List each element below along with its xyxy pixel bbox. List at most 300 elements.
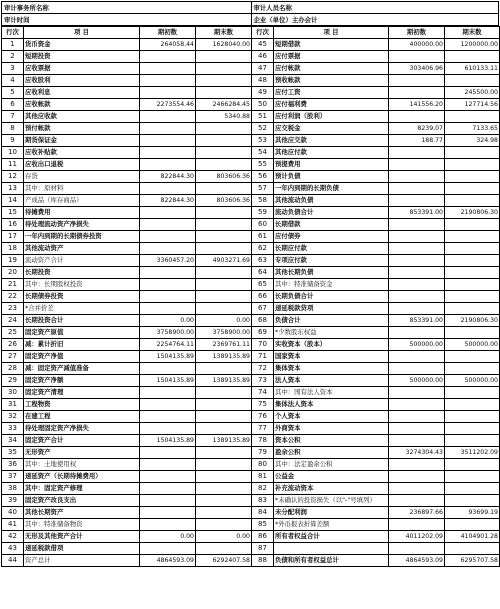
item-name: 长期应付款	[274, 243, 389, 255]
begin-value	[389, 495, 445, 507]
line-number: 73	[252, 375, 274, 387]
item-name: 无形资产	[24, 447, 140, 459]
line-number: 32	[2, 411, 24, 423]
begin-value: 1504135.89	[140, 375, 196, 387]
item-name: 集体资本	[274, 363, 389, 375]
table-row	[2, 123, 500, 135]
line-number: 25	[2, 327, 24, 339]
item-name: 待处理流动资产净损失	[24, 219, 140, 231]
item-name: 其他流动资产	[24, 243, 140, 255]
end-value: 1389135.89	[196, 375, 252, 387]
end-value	[445, 387, 500, 399]
end-value: 500000.00	[445, 375, 500, 387]
line-number: 2	[2, 51, 24, 63]
item-name: 待处理固定资产净损失	[24, 423, 140, 435]
line-number: 76	[252, 411, 274, 423]
line-number: 35	[2, 447, 24, 459]
end-value: 4104901.28	[445, 531, 500, 543]
begin-value	[389, 483, 445, 495]
end-value	[445, 183, 500, 195]
line-number: 85	[252, 519, 274, 531]
end-value	[196, 159, 252, 171]
begin-value	[140, 231, 196, 243]
table-row	[2, 291, 500, 303]
item-name: 固定资产原值	[24, 327, 140, 339]
line-number: 44	[2, 555, 24, 567]
end-value	[196, 459, 252, 471]
item-name: 长期借款	[274, 219, 389, 231]
end-value	[196, 471, 252, 483]
line-number: 24	[2, 315, 24, 327]
line-number: 13	[2, 183, 24, 195]
table-row	[2, 399, 500, 411]
line-number: 40	[2, 507, 24, 519]
table-row	[2, 315, 500, 327]
line-number: 66	[252, 291, 274, 303]
begin-value	[389, 219, 445, 231]
end-value	[445, 327, 500, 339]
item-name: 法人资本	[274, 375, 389, 387]
item-name: 长期负债合计	[274, 291, 389, 303]
end-value: 7133.65	[445, 123, 500, 135]
begin-value: 3274304.43	[389, 447, 445, 459]
table-row	[2, 279, 500, 291]
col-line-no-left: 行次	[2, 27, 24, 39]
item-name: 流动资产合计	[24, 255, 140, 267]
begin-value	[140, 507, 196, 519]
line-number: 58	[252, 195, 274, 207]
item-name: 应付工资	[274, 87, 389, 99]
table-row	[2, 435, 500, 447]
end-value: 610133.11	[445, 63, 500, 75]
item-name: 递延资产（长期待摊费用）	[24, 471, 140, 483]
begin-value	[389, 327, 445, 339]
end-value: 0.00	[196, 315, 252, 327]
item-name: 应付帐款	[274, 63, 389, 75]
col-end-right: 期末数	[445, 27, 500, 39]
begin-value	[389, 351, 445, 363]
item-name: 短期投资	[24, 51, 140, 63]
begin-value	[389, 291, 445, 303]
end-value: 324.98	[445, 135, 500, 147]
table-row	[2, 219, 500, 231]
end-value	[196, 51, 252, 63]
end-value	[196, 207, 252, 219]
end-value	[196, 279, 252, 291]
line-number: 41	[2, 519, 24, 531]
begin-value: 264058.44	[140, 39, 196, 51]
line-number: 36	[2, 459, 24, 471]
table-row	[2, 135, 500, 147]
begin-value	[389, 183, 445, 195]
end-value	[445, 495, 500, 507]
item-name: 其中：国有法人资本	[274, 387, 389, 399]
line-number: 23	[2, 303, 24, 315]
begin-value	[140, 471, 196, 483]
item-name: 长期投资合计	[24, 315, 140, 327]
line-number: 46	[252, 51, 274, 63]
end-value: 500000.00	[445, 339, 500, 351]
begin-value	[140, 51, 196, 63]
begin-value	[389, 195, 445, 207]
item-name: 一年内到期的长期负债	[274, 183, 389, 195]
line-number: 83	[252, 495, 274, 507]
item-name: 公益金	[274, 471, 389, 483]
end-value	[445, 483, 500, 495]
item-name: 预付帐款	[24, 123, 140, 135]
item-name: 其中：特准储备物资	[24, 519, 140, 531]
item-name: 其他长期资产	[24, 507, 140, 519]
item-name: 一年内到期的长期债券投资	[24, 231, 140, 243]
line-number: 49	[252, 87, 274, 99]
end-value	[196, 147, 252, 159]
table-row	[2, 87, 500, 99]
line-number: 28	[2, 363, 24, 375]
line-number: 57	[252, 183, 274, 195]
line-number: 20	[2, 267, 24, 279]
end-value: 93699.19	[445, 507, 500, 519]
line-number: 78	[252, 435, 274, 447]
header-row-1	[1, 1, 499, 14]
end-value	[196, 219, 252, 231]
begin-value: 400000.00	[389, 39, 445, 51]
item-name: 应收补贴款	[24, 147, 140, 159]
line-number: 11	[2, 159, 24, 171]
balance-table	[1, 26, 500, 567]
begin-value	[389, 231, 445, 243]
begin-value	[389, 51, 445, 63]
item-name: 其中：特准储备资金	[274, 279, 389, 291]
end-value	[445, 267, 500, 279]
begin-value	[140, 543, 196, 555]
table-row	[2, 555, 500, 567]
begin-value: 236897.66	[389, 507, 445, 519]
item-name: 应收利息	[24, 87, 140, 99]
item-name: 应付福利费	[274, 99, 389, 111]
item-name: 所有者权益合计	[274, 531, 389, 543]
table-row	[2, 375, 500, 387]
item-name: 应付债券	[274, 231, 389, 243]
line-number: 61	[252, 231, 274, 243]
line-number: 53	[252, 135, 274, 147]
table-row	[2, 483, 500, 495]
item-name: 资本公积	[274, 435, 389, 447]
end-value	[196, 63, 252, 75]
begin-value	[140, 303, 196, 315]
end-value	[196, 447, 252, 459]
item-name: 应交税金	[274, 123, 389, 135]
begin-value	[389, 243, 445, 255]
begin-value	[140, 111, 196, 123]
begin-value	[389, 435, 445, 447]
end-value: 1200000.00	[445, 39, 500, 51]
end-value: 127714.56	[445, 99, 500, 111]
end-value	[445, 291, 500, 303]
begin-value	[389, 519, 445, 531]
item-name: *外币报表折算差额	[274, 519, 389, 531]
begin-value	[140, 75, 196, 87]
item-name: 盈余公积	[274, 447, 389, 459]
end-value: 2190806.30	[445, 315, 500, 327]
end-value: 245500.00	[445, 87, 500, 99]
item-name: 期货保证金	[24, 135, 140, 147]
begin-value: 188.77	[389, 135, 445, 147]
item-name: 专项应付款	[274, 255, 389, 267]
line-number: 34	[2, 435, 24, 447]
end-value	[445, 111, 500, 123]
end-value: 1389135.89	[196, 351, 252, 363]
col-line-no-right: 行次	[252, 27, 274, 39]
end-value	[196, 483, 252, 495]
end-value	[445, 75, 500, 87]
begin-value	[140, 399, 196, 411]
end-value	[196, 183, 252, 195]
line-number: 63	[252, 255, 274, 267]
item-name: 流动负债合计	[274, 207, 389, 219]
item-name: 长期债券投资	[24, 291, 140, 303]
end-value	[445, 435, 500, 447]
line-number: 75	[252, 399, 274, 411]
line-number: 51	[252, 111, 274, 123]
line-number: 42	[2, 531, 24, 543]
item-name: 其中：固定资产修理	[24, 483, 140, 495]
begin-value: 0.00	[140, 531, 196, 543]
begin-value	[389, 543, 445, 555]
table-row	[2, 519, 500, 531]
item-name: 预收帐款	[274, 75, 389, 87]
begin-value	[140, 147, 196, 159]
line-number: 16	[2, 219, 24, 231]
line-number: 12	[2, 171, 24, 183]
line-number: 52	[252, 123, 274, 135]
end-value	[445, 243, 500, 255]
end-value	[196, 135, 252, 147]
line-number: 33	[2, 423, 24, 435]
begin-value	[140, 183, 196, 195]
begin-value: 822844.30	[140, 171, 196, 183]
line-number: 29	[2, 375, 24, 387]
table-row	[2, 75, 500, 87]
end-value	[445, 411, 500, 423]
table-row	[2, 363, 500, 375]
end-value: 2369761.11	[196, 339, 252, 351]
begin-value	[140, 411, 196, 423]
item-name: 固定资产合计	[24, 435, 140, 447]
item-name: 待摊费用	[24, 207, 140, 219]
table-row	[2, 507, 500, 519]
begin-value	[389, 423, 445, 435]
item-name: 固定资产改良支出	[24, 495, 140, 507]
item-name: 应付利润（股利）	[274, 111, 389, 123]
line-number: 50	[252, 99, 274, 111]
line-number: 26	[2, 339, 24, 351]
begin-value	[140, 63, 196, 75]
item-name: 减：固定资产减值准备	[24, 363, 140, 375]
line-number: 69	[252, 327, 274, 339]
table-row	[2, 495, 500, 507]
item-name: 其他流动负债	[274, 195, 389, 207]
item-name: 其他长期负债	[274, 267, 389, 279]
line-number: 27	[2, 351, 24, 363]
item-name: 无形及其他资产合计	[24, 531, 140, 543]
end-value	[196, 411, 252, 423]
begin-value	[140, 483, 196, 495]
line-number: 19	[2, 255, 24, 267]
begin-value	[140, 159, 196, 171]
item-name: 其中：原材料	[24, 183, 140, 195]
entity-supervisor-label: 企业（单位）主办会计	[252, 14, 500, 26]
table-row	[2, 207, 500, 219]
column-header-row	[2, 27, 500, 39]
begin-value	[140, 207, 196, 219]
line-number: 62	[252, 243, 274, 255]
col-end-left: 期末数	[196, 27, 252, 39]
end-value	[445, 543, 500, 555]
item-name: 产成品（库存商品）	[24, 195, 140, 207]
balance-sheet	[1, 1, 499, 608]
table-row	[2, 171, 500, 183]
line-number: 64	[252, 267, 274, 279]
item-name: 在建工程	[24, 411, 140, 423]
end-value	[445, 255, 500, 267]
col-begin-right: 期初数	[389, 27, 445, 39]
item-name: 其中：土地使用权	[24, 459, 140, 471]
line-number: 43	[2, 543, 24, 555]
end-value	[196, 423, 252, 435]
line-number: 48	[252, 75, 274, 87]
item-name: 固定资产清理	[24, 387, 140, 399]
end-value	[445, 363, 500, 375]
begin-value	[389, 387, 445, 399]
table-row	[2, 183, 500, 195]
end-value	[445, 471, 500, 483]
table-row	[2, 51, 500, 63]
end-value: 2190806.30	[445, 207, 500, 219]
begin-value	[389, 279, 445, 291]
end-value: 803606.36	[196, 195, 252, 207]
table-row	[2, 387, 500, 399]
end-value: 6295707.58	[445, 555, 500, 567]
item-name: *少数股东权益	[274, 327, 389, 339]
begin-value	[140, 423, 196, 435]
begin-value	[140, 279, 196, 291]
table-row	[2, 231, 500, 243]
table-row	[2, 195, 500, 207]
end-value	[196, 303, 252, 315]
line-number: 71	[252, 351, 274, 363]
item-name: 集体法人资本	[274, 399, 389, 411]
line-number: 7	[2, 111, 24, 123]
end-value	[196, 363, 252, 375]
begin-value	[389, 255, 445, 267]
line-number: 9	[2, 135, 24, 147]
end-value	[196, 267, 252, 279]
line-number: 22	[2, 291, 24, 303]
line-number: 14	[2, 195, 24, 207]
line-number: 77	[252, 423, 274, 435]
item-name: 长期投资	[24, 267, 140, 279]
begin-value	[389, 471, 445, 483]
header-row-2	[1, 14, 499, 26]
begin-value: 4864593.09	[140, 555, 196, 567]
begin-value	[140, 363, 196, 375]
item-name: *合并价差	[24, 303, 140, 315]
end-value	[445, 195, 500, 207]
audited-entity-label: 审计人员名称	[252, 2, 500, 14]
end-value: 3758900.00	[196, 327, 252, 339]
line-number: 37	[2, 471, 24, 483]
begin-value	[140, 459, 196, 471]
line-number: 4	[2, 75, 24, 87]
line-number: 38	[2, 483, 24, 495]
begin-value	[389, 459, 445, 471]
end-value	[196, 543, 252, 555]
end-value	[196, 123, 252, 135]
line-number: 67	[252, 303, 274, 315]
end-value: 5340.88	[196, 111, 252, 123]
table-row	[2, 327, 500, 339]
begin-value	[140, 87, 196, 99]
end-value	[445, 519, 500, 531]
begin-value	[389, 267, 445, 279]
begin-value	[140, 267, 196, 279]
begin-value: 2273554.46	[140, 99, 196, 111]
end-value: 2466284.45	[196, 99, 252, 111]
end-value	[196, 507, 252, 519]
line-number: 45	[252, 39, 274, 51]
begin-value	[389, 399, 445, 411]
begin-value	[140, 291, 196, 303]
end-value	[196, 387, 252, 399]
item-name: 负债和所有者权益总计	[274, 555, 389, 567]
begin-value: 141556.20	[389, 99, 445, 111]
end-value	[196, 519, 252, 531]
end-value	[196, 75, 252, 87]
col-item-right: 项 目	[274, 27, 389, 39]
item-name: 固定资产净值	[24, 351, 140, 363]
begin-value	[389, 159, 445, 171]
end-value	[196, 231, 252, 243]
begin-value: 303406.96	[389, 63, 445, 75]
line-number: 60	[252, 219, 274, 231]
item-name: 应收股利	[24, 75, 140, 87]
item-name: 短期借款	[274, 39, 389, 51]
item-name: 个人资本	[274, 411, 389, 423]
line-number: 47	[252, 63, 274, 75]
end-value	[445, 399, 500, 411]
item-name: 实收资本（股本）	[274, 339, 389, 351]
line-number: 1	[2, 39, 24, 51]
item-name: 预计负债	[274, 171, 389, 183]
end-value: 4903271.69	[196, 255, 252, 267]
end-value: 6292407.58	[196, 555, 252, 567]
end-value	[196, 87, 252, 99]
line-number: 59	[252, 207, 274, 219]
line-number: 31	[2, 399, 24, 411]
begin-value: 500000.00	[389, 339, 445, 351]
table-row	[2, 39, 500, 51]
line-number: 56	[252, 171, 274, 183]
end-value: 803606.36	[196, 171, 252, 183]
item-name: 应收出口退税	[24, 159, 140, 171]
line-number: 21	[2, 279, 24, 291]
begin-value	[140, 495, 196, 507]
line-number: 65	[252, 279, 274, 291]
begin-value	[140, 447, 196, 459]
audit-time-label: 审计时间	[2, 14, 252, 26]
line-number: 74	[252, 387, 274, 399]
item-name: 应付票据	[274, 51, 389, 63]
